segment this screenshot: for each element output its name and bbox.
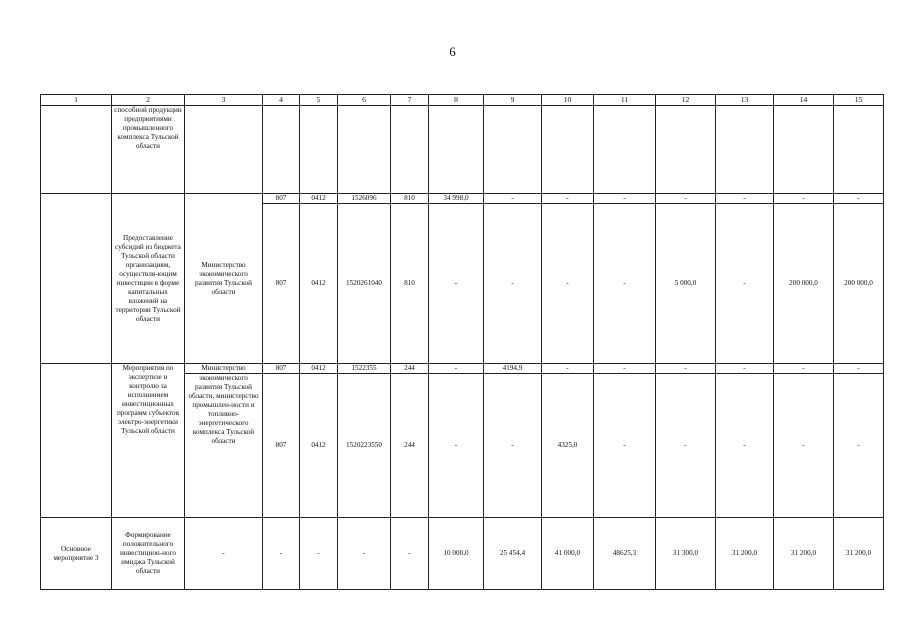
header-row	[41, 95, 884, 106]
table-cell	[716, 106, 774, 194]
value-cell: 4325,0	[542, 374, 594, 518]
table-cell	[542, 106, 594, 194]
value-cell: -	[429, 204, 484, 364]
header-cell: 15	[834, 95, 884, 106]
table-cell	[594, 106, 656, 194]
header-cell: 10	[542, 95, 594, 106]
value-cell: -	[338, 518, 391, 590]
value-cell: -	[594, 204, 656, 364]
header-cell: 3	[185, 95, 263, 106]
value-cell: 0412	[300, 374, 338, 518]
value-cell: 1522355	[338, 364, 391, 374]
value-cell: 807	[263, 374, 300, 518]
table-row	[41, 364, 884, 374]
value-cell: -	[834, 364, 884, 374]
value-cell: 810	[391, 204, 429, 364]
value-cell: -	[484, 194, 542, 204]
header-cell: 7	[391, 95, 429, 106]
table-cell	[300, 106, 338, 194]
table-cell	[338, 106, 391, 194]
value-cell: 807	[263, 204, 300, 364]
table-cell	[41, 364, 112, 518]
header-cell: 13	[716, 95, 774, 106]
value-cell: 1526096	[338, 194, 391, 204]
value-cell: 0412	[300, 194, 338, 204]
table-cell	[41, 106, 112, 194]
value-cell: -	[656, 374, 716, 518]
value-cell: -	[834, 194, 884, 204]
value-cell: 5 000,0	[656, 204, 716, 364]
header-cell: 9	[484, 95, 542, 106]
table-cell	[656, 106, 716, 194]
value-cell: 34 998,0	[429, 194, 484, 204]
header-cell: 14	[774, 95, 834, 106]
value-cell: -	[185, 518, 263, 590]
value-cell: -	[429, 364, 484, 374]
header-cell: 12	[656, 95, 716, 106]
value-cell: 31 300,0	[656, 518, 716, 590]
table-row	[41, 518, 884, 590]
measure-name: способной продукции предприятиями промышленного комплекса Тульской области	[112, 106, 185, 194]
value-cell: 244	[391, 364, 429, 374]
executor-name: Министерство	[185, 364, 263, 374]
value-cell: 1520261040	[338, 204, 391, 364]
measure-name: Мероприятия по экспертизе и контролю за исполнением инвестиционных программ субъектов электро-энергетики Тульской области	[112, 364, 185, 518]
value-cell: -	[484, 204, 542, 364]
value-cell: -	[834, 374, 884, 518]
value-cell: -	[429, 374, 484, 518]
measure-label: Основное мероприятие 3	[41, 518, 112, 590]
value-cell: 10 000,0	[429, 518, 484, 590]
measure-name: Предоставление субсидий из бюджета Тульской области организациям, осуществля-ющим инвестиции в форме капитальных вложений на территории Тульской области	[112, 194, 185, 364]
value-cell: 807	[263, 364, 300, 374]
value-cell: -	[542, 364, 594, 374]
value-cell: -	[774, 194, 834, 204]
table-cell	[429, 106, 484, 194]
value-cell: -	[594, 194, 656, 204]
value-cell: 31 200,0	[774, 518, 834, 590]
value-cell: -	[484, 374, 542, 518]
value-cell: -	[716, 364, 774, 374]
value-cell: 810	[391, 194, 429, 204]
value-cell: 25 454,4	[484, 518, 542, 590]
value-cell: -	[656, 194, 716, 204]
executor-name: Министерство экономического развития Тульской области	[185, 194, 263, 364]
table-cell	[484, 106, 542, 194]
measure-name: Формирование положительного инвестицион-ного имиджа Тульской области	[112, 518, 185, 590]
value-cell: 1520223550	[338, 374, 391, 518]
page-number: 6	[449, 44, 456, 59]
table-row	[41, 106, 884, 194]
table-cell	[263, 106, 300, 194]
value-cell: -	[542, 204, 594, 364]
table-cell	[185, 106, 263, 194]
value-cell: 31 200,0	[834, 518, 884, 590]
header-cell: 11	[594, 95, 656, 106]
value-cell: 41 000,0	[542, 518, 594, 590]
header-cell: 2	[112, 95, 185, 106]
value-cell: -	[774, 364, 834, 374]
value-cell: -	[594, 364, 656, 374]
table-cell	[41, 194, 112, 364]
value-cell: -	[716, 204, 774, 364]
value-cell: -	[716, 194, 774, 204]
header-cell: 1	[41, 95, 112, 106]
header-cell: 4	[263, 95, 300, 106]
value-cell: -	[656, 364, 716, 374]
value-cell: -	[716, 374, 774, 518]
value-cell: 0412	[300, 204, 338, 364]
value-cell: 0412	[300, 364, 338, 374]
header-cell: 5	[300, 95, 338, 106]
value-cell: 244	[391, 374, 429, 518]
value-cell: 807	[263, 194, 300, 204]
table-cell	[391, 106, 429, 194]
value-cell: 4194,9	[484, 364, 542, 374]
value-cell: -	[263, 518, 300, 590]
value-cell: -	[774, 374, 834, 518]
table-cell	[774, 106, 834, 194]
executor-name: экономического развития Тульской области, министерство промышлен-ности и топливно-энергетического комплекса Тульской области	[185, 374, 263, 518]
value-cell: 200 000,0	[774, 204, 834, 364]
value-cell: -	[300, 518, 338, 590]
value-cell: 200 000,0	[834, 204, 884, 364]
table-row	[41, 194, 884, 204]
value-cell: 31 200,0	[716, 518, 774, 590]
budget-table	[40, 94, 884, 590]
value-cell: -	[542, 194, 594, 204]
header-cell: 8	[429, 95, 484, 106]
value-cell: -	[594, 374, 656, 518]
header-cell: 6	[338, 95, 391, 106]
value-cell: 48625,3	[594, 518, 656, 590]
value-cell: -	[391, 518, 429, 590]
table-cell	[834, 106, 884, 194]
